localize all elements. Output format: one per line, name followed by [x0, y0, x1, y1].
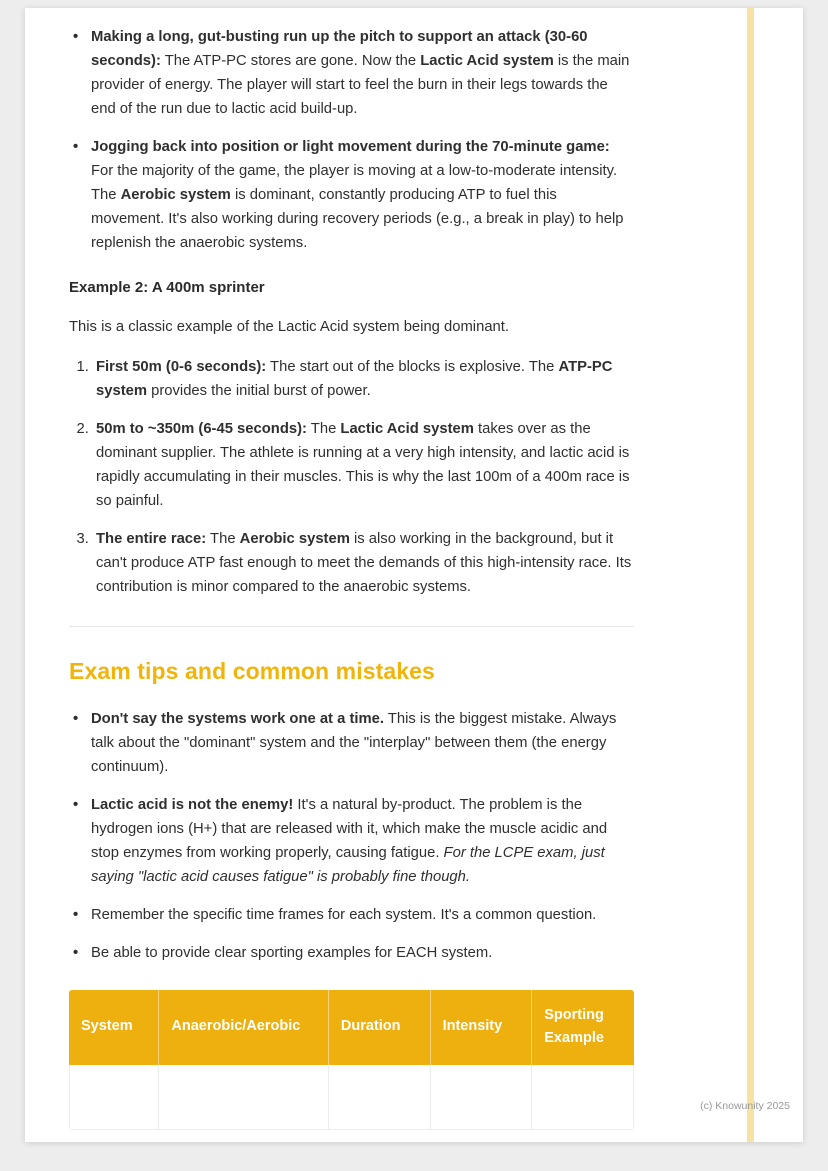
table-header-duration: Duration	[329, 990, 431, 1065]
table-header-sporting-example: Sporting Example	[532, 990, 634, 1065]
numbered-item-50-to-350m: 2. 50m to ~350m (6-45 seconds): The Lactic Acid system takes over as the dominant supplier. The athlete is running at a very high intensity, and lactic acid is rapidly accumulating in their muscles. This is why the last 100m of a 400m race is so painful.	[93, 418, 634, 514]
tip-item-lactic-acid: • Lactic acid is not the enemy! It's a natural by-product. The problem is the hydrogen ions (H+) that are released with it, which make the muscle acidic and stop enzymes from working properly, causing fatigue. For the LCPE exam, just saying "lactic acid causes fatigue" is probably fine though.	[69, 794, 634, 890]
exam-tips-list	[69, 708, 634, 966]
tip-item-sporting-examples: • Be able to provide clear sporting examples for EACH system.	[69, 942, 634, 966]
document-page	[25, 8, 803, 1142]
bullet-item-attack-run: • Making a long, gut-busting run up the pitch to support an attack (30-60 seconds): The ATP-PC stores are gone. Now the Lactic Acid system is the main provider of energy. The player will start to feel the burn in their legs towards the end of the run due to lactic acid build-up.	[69, 26, 634, 122]
table-row	[69, 1065, 634, 1130]
football-scenarios-list	[69, 26, 634, 256]
bullet-item-jogging-back: • Jogging back into position or light movement during the 70-minute game: For the majority of the game, the player is moving at a low-to-moderate intensity. The Aerobic system is dominant, constantly producing ATP to fuel this movement. It's also working during recovery periods (e.g., a break in play) to help replenish the anaerobic systems.	[69, 136, 634, 256]
exam-tips-heading: Exam tips and common mistakes	[69, 657, 435, 684]
table-header-anaerobic-aerobic: Anaerobic/Aerobic	[159, 990, 329, 1065]
sprinter-steps-list	[69, 356, 634, 600]
section-divider	[69, 626, 634, 627]
table-header-row	[69, 990, 634, 1065]
table-cell	[159, 1065, 329, 1130]
example2-intro: This is a classic example of the Lactic Acid system being dominant.	[69, 319, 509, 336]
table-cell	[532, 1065, 634, 1130]
table-cell	[431, 1065, 533, 1130]
numbered-item-first-50m: 1. First 50m (0-6 seconds): The start out of the blocks is explosive. The ATP-PC system provides the initial burst of power.	[93, 356, 634, 404]
systems-summary-table	[69, 990, 634, 1130]
tip-item-one-at-a-time: • Don't say the systems work one at a time. This is the biggest mistake. Always talk about the "dominant" system and the "interplay" between them (the energy continuum).	[69, 708, 634, 780]
document-content	[69, 8, 634, 1130]
table-cell	[329, 1065, 431, 1130]
example2-heading: Example 2: A 400m sprinter	[69, 278, 265, 296]
table-cell	[69, 1065, 159, 1130]
numbered-item-entire-race: 3. The entire race: The Aerobic system is also working in the background, but it can't produce ATP fast enough to meet the demands of this high-intensity race. Its contribution is minor compared to the anaerobic systems.	[93, 528, 634, 600]
tip-item-time-frames: • Remember the specific time frames for each system. It's a common question.	[69, 904, 634, 928]
table-header-system: System	[69, 990, 159, 1065]
page-edge-stripe	[747, 8, 754, 1142]
table-header-intensity: Intensity	[431, 990, 533, 1065]
watermark: (c) Knowunity 2025	[700, 1100, 790, 1112]
